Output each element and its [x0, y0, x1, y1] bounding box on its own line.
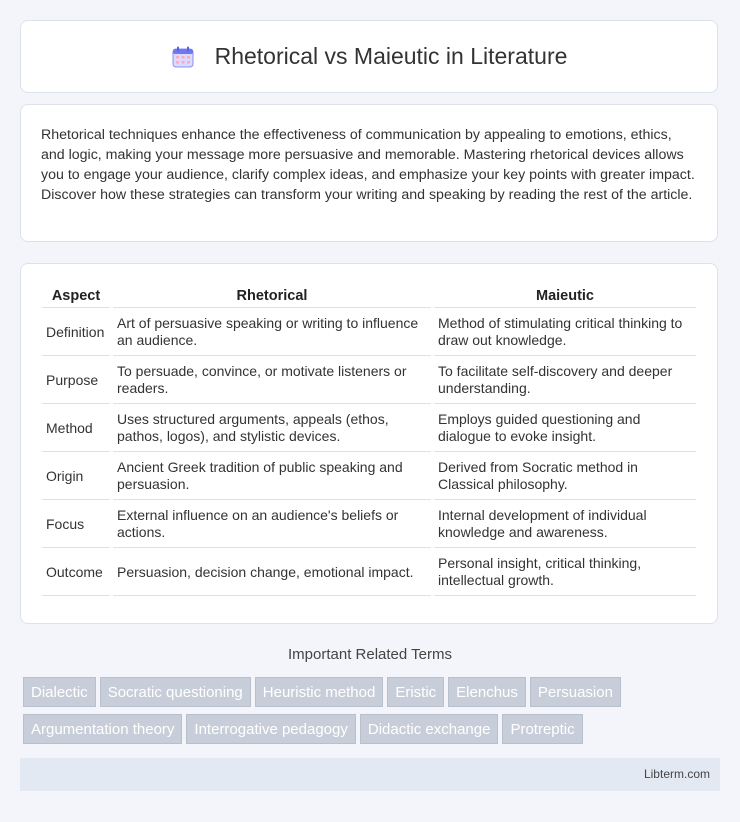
- cell-maieutic: Method of stimulating critical thinking to draw out knowledge.: [434, 308, 696, 356]
- intro-card: [20, 104, 718, 242]
- cell-aspect: Purpose: [42, 356, 110, 404]
- cell-aspect: Definition: [42, 308, 110, 356]
- comparison-table: [39, 284, 699, 596]
- cell-aspect: Outcome: [42, 548, 110, 596]
- cell-maieutic: Employs guided questioning and dialogue to evoke insight.: [434, 404, 696, 452]
- related-term-tag[interactable]: Protreptic: [502, 714, 582, 744]
- related-term-tag[interactable]: Didactic exchange: [360, 714, 499, 744]
- header-maieutic: Maieutic: [434, 284, 696, 308]
- related-term-tag[interactable]: Persuasion: [530, 677, 621, 707]
- cell-rhetorical: External influence on an audience's beliefs or actions.: [113, 500, 431, 548]
- cell-maieutic: To facilitate self-discovery and deeper understanding.: [434, 356, 696, 404]
- table-row: [42, 452, 696, 500]
- table-row: [42, 356, 696, 404]
- related-term-tag[interactable]: Heuristic method: [255, 677, 384, 707]
- related-term-tag[interactable]: Interrogative pedagogy: [186, 714, 355, 744]
- cell-rhetorical: To persuade, convince, or motivate listeners or readers.: [113, 356, 431, 404]
- page-title: Rhetorical vs Maieutic in Literature: [214, 43, 568, 69]
- cell-aspect: Origin: [42, 452, 110, 500]
- footer-site[interactable]: Libterm.com: [643, 767, 710, 781]
- intro-text: Rhetorical techniques enhance the effectiveness of communication by appealing to emotions, ethics, and logic, making your message more persuasive and memorable. Mastering rhetorical devices allows you to engage your audience, clarify complex ideas, and emphasize your key points with greater impact. Discover how these strategies can transform your writing and speaking by reading the rest of the article.: [41, 127, 695, 203]
- related-term-tag[interactable]: Dialectic: [23, 677, 96, 707]
- cell-rhetorical: Persuasion, decision change, emotional impact.: [113, 548, 431, 596]
- cell-rhetorical: Uses structured arguments, appeals (ethos, pathos, logos), and stylistic devices.: [113, 404, 431, 452]
- related-terms-list: [23, 677, 723, 751]
- related-term-tag[interactable]: Eristic: [387, 677, 444, 707]
- calendar-icon: [171, 45, 195, 69]
- footer: [20, 758, 720, 791]
- related-term-tag[interactable]: Elenchus: [448, 677, 526, 707]
- header-rhetorical: Rhetorical: [113, 284, 431, 308]
- header-card: [20, 20, 718, 93]
- comparison-table-card: [20, 263, 718, 624]
- cell-aspect: Method: [42, 404, 110, 452]
- cell-rhetorical: Art of persuasive speaking or writing to influence an audience.: [113, 308, 431, 356]
- cell-rhetorical: Ancient Greek tradition of public speaking and persuasion.: [113, 452, 431, 500]
- cell-maieutic: Derived from Socratic method in Classical philosophy.: [434, 452, 696, 500]
- table-header-row: [42, 284, 696, 308]
- related-term-tag[interactable]: Argumentation theory: [23, 714, 182, 744]
- table-row: [42, 404, 696, 452]
- cell-aspect: Focus: [42, 500, 110, 548]
- cell-maieutic: Internal development of individual knowledge and awareness.: [434, 500, 696, 548]
- table-row: [42, 548, 696, 596]
- header-aspect: Aspect: [42, 284, 110, 308]
- related-term-tag[interactable]: Socratic questioning: [100, 677, 251, 707]
- related-terms-title: Important Related Terms: [288, 646, 452, 663]
- cell-maieutic: Personal insight, critical thinking, intellectual growth.: [434, 548, 696, 596]
- table-row: [42, 308, 696, 356]
- table-row: [42, 500, 696, 548]
